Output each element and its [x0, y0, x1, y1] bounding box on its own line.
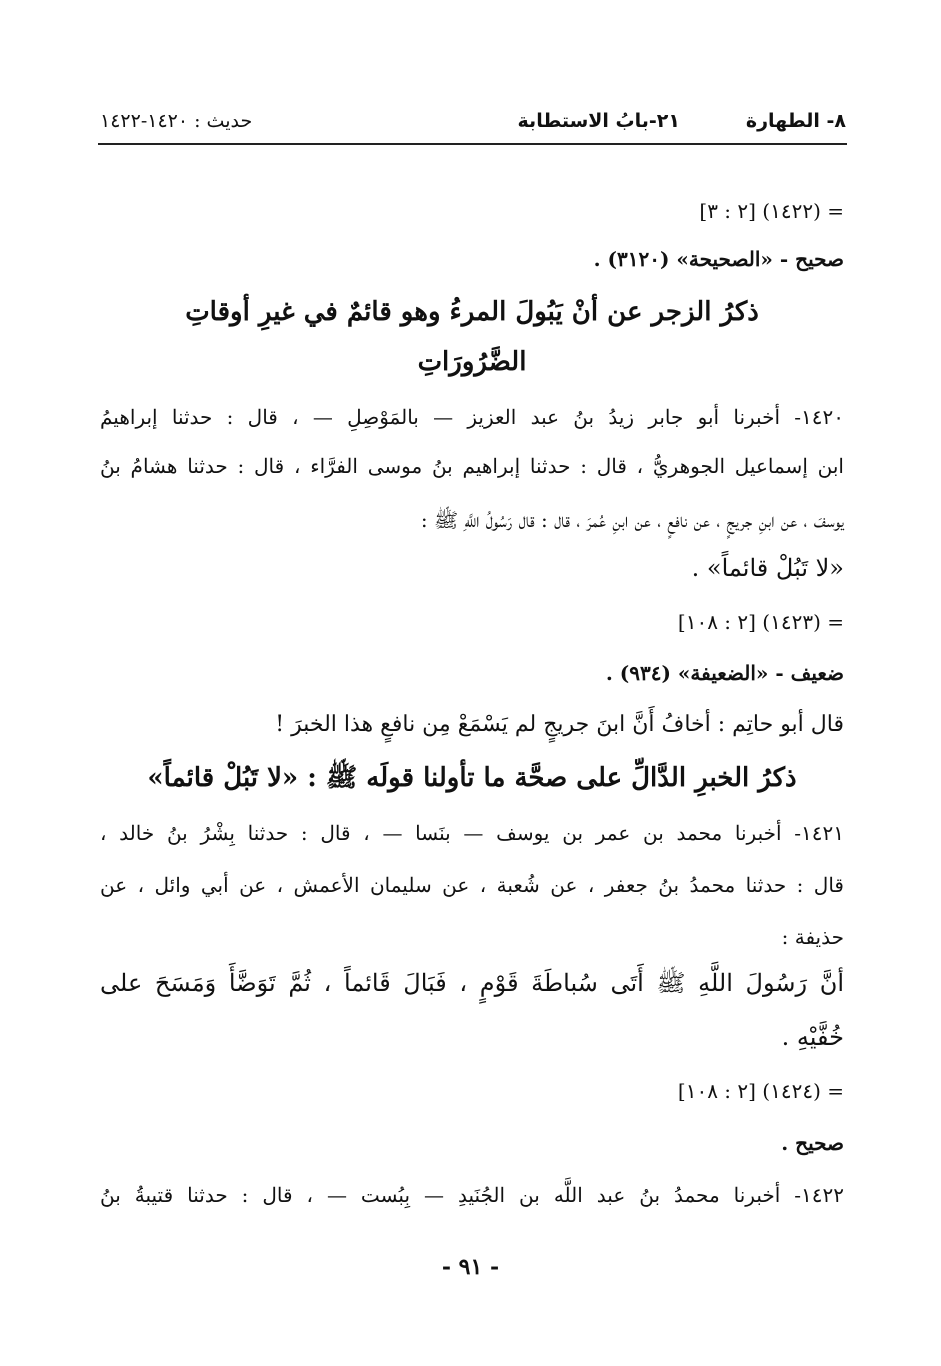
hadith-isnad-line: يوسفَ ، عن ابنِ جريجٍ ، عن نافعٍ ، عن ابنِ عُمرَ ، قال : قال رَسُولُ اللَّهِ ﷺ :: [420, 508, 844, 532]
reference-line: = (١٤٢٣) [٢ : ١٠٨]: [677, 610, 844, 634]
running-header: [100, 104, 846, 138]
header-hadith-range: حديث : ١٤٢٠-١٤٢٢: [100, 110, 253, 132]
reference-line: = (١٤٢٤) [٢ : ١٠٨]: [677, 1079, 844, 1103]
chapter-title: ذكرُ الزجر عن أنْ يَبُولَ المرءُ وهو قائمٌ في غيرِ أوقاتِ: [185, 297, 759, 327]
grade-line: صحيح - «الصحيحة» (٣١٢٠) .: [593, 247, 844, 271]
commentary-line: قال أبو حاتِم : أخافُ أَنَّ ابنَ جريجٍ لم يَسْمَعْ مِن نافعٍ هذا الخبرَ !: [275, 712, 844, 737]
hadith-isnad-line: ابن إسماعيل الجوهريُّ ، قال : حدثنا إبراهيم بنُ موسى الفرَّاء ، قال : حدثنا هشامُ بنُ: [100, 454, 844, 478]
hadith-matn-cont: خُفَّيْهِ .: [781, 1023, 844, 1051]
page-number: - ٩١ -: [441, 1254, 500, 1280]
hadith-isnad-line: حذيفة :: [781, 925, 844, 949]
header-chapter: ٨- الطهارة: [745, 110, 846, 132]
hadith-isnad-line: ١٤٢٠- أخبرنا أبو جابر زيدُ بنُ عبد العزيز — بالمَوْصِلِ — ، قال : حدثنا إبراهيمُ: [100, 405, 844, 429]
hadith-isnad-line: قال : حدثنا محمدُ بنُ جعفر ، عن شُعبة ، عن سليمان الأعمش ، عن أبي وائل ، عن: [100, 873, 844, 897]
reference-line: = (١٤٢٢) [٢ : ٣]: [699, 199, 844, 223]
hadith-isnad-line: ١٤٢٢- أخبرنا محمدُ بنُ عبد اللَّه بن الجُنَيدِ — بِبُست — ، قال : حدثنا قتيبةُ بنُ: [100, 1183, 844, 1207]
header-section: ٢١-بابُ الاستطابة: [517, 110, 680, 132]
grade-line: ضعيف - «الضعيفة» (٩٣٤) .: [605, 661, 844, 685]
chapter-title: ذكرُ الخبرِ الدَّالِّ على صحَّة ما تأولنا قولَه ﷺ : «لا تَبُلْ قائماً»: [147, 763, 797, 793]
chapter-title-cont: الضَّرُورَاتِ: [417, 347, 527, 377]
hadith-isnad-line: ١٤٢١- أخبرنا محمد بن عمر بن يوسف — بنَسا — ، قال : حدثنا بِشْرُ بنُ خالد ،: [100, 821, 844, 845]
header-rule: [98, 143, 847, 145]
grade-line: صحيح .: [781, 1131, 844, 1155]
hadith-matn: «لا تَبُلْ قائماً» .: [691, 554, 844, 582]
hadith-matn: أنَّ رَسُولَ اللَّهِ ﷺ أَتَى سُباطَةَ قَوْمٍ ، فَبَالَ قَائماً ، ثُمَّ تَوَضَّأَ وَمَسَحَ على: [100, 969, 844, 997]
